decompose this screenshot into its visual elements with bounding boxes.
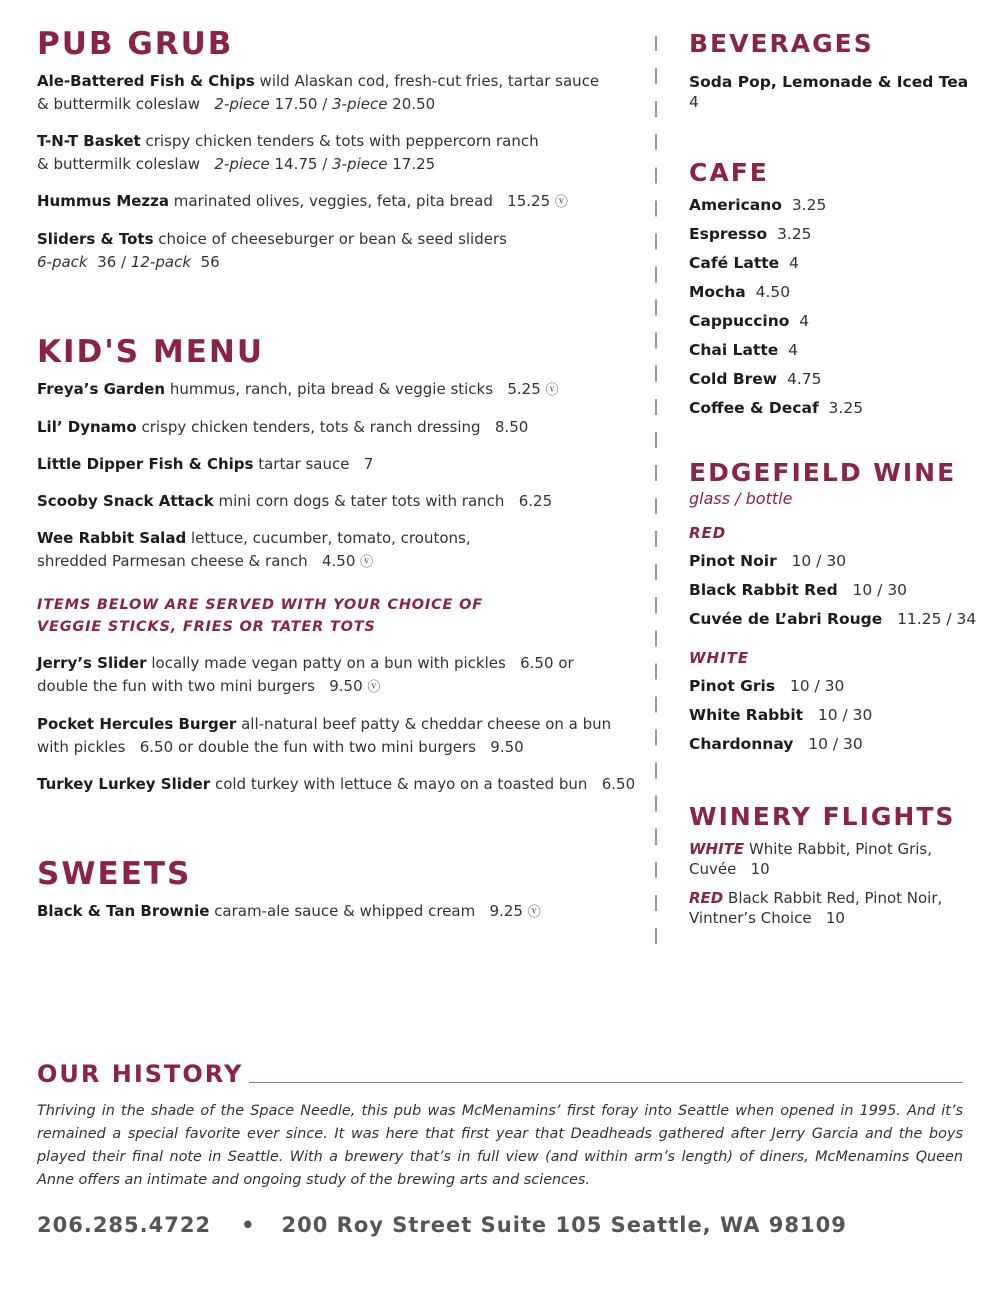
- menu-item: Chai Latte 4: [689, 341, 798, 359]
- history-rule: [249, 1082, 963, 1083]
- menu-item: Little Dipper Fish & Chips tartar sauce 7: [37, 455, 374, 473]
- menu-item: Coffee & Decaf 3.25: [689, 399, 864, 417]
- white-wine-label: WHITE: [689, 649, 750, 667]
- menu-item: T-N-T Basket crispy chicken tenders & tots with peppercorn ranch & buttermilk coleslaw 2-piece 14.75 / 3-piece 17.25: [37, 132, 539, 173]
- history-text: Thriving in the shade of the Space Needle, this pub was McMenamins’ first foray into Seattle when opened in 1995. And it’s remained a special favorite ever since. It was here that first year that Deadheads gathered after Jerry Garcia and the boys played their final note in Seattle. With a brewery that’s in full view (and within arm’s length) of diners, McMenamins Queen Anne offers an intimate and ongoing study of the brewing arts and sciences.: [37, 1103, 963, 1188]
- menu-item: Sliders & Tots choice of cheeseburger or bean & seed sliders 6-pack 36 / 12-pack 56: [37, 230, 507, 271]
- menu-item: Black Rabbit Red 10 / 30: [689, 581, 908, 599]
- menu-item: Espresso 3.25: [689, 225, 812, 243]
- column-divider: [655, 36, 657, 951]
- menu-item: Lil’ Dynamo crispy chicken tenders, tots & ranch dressing 8.50: [37, 418, 529, 436]
- address: 200 Roy Street Suite 105 Seattle, WA 98109: [281, 1213, 847, 1237]
- menu-item: Jerry’s Slider locally made vegan patty on a bun with pickles 6.50 or double the fun with two mini burgers 9.50 ⓥ: [37, 654, 574, 695]
- vegetarian-icon: ⓥ: [360, 555, 374, 570]
- sides-notice: ITEMS BELOW ARE SERVED WITH YOUR CHOICE OF VEGGIE STICKS, FRIES OR TATER TOTS: [37, 597, 483, 635]
- menu-item: Scooby Snack Attack mini corn dogs & tater tots with ranch 6.25: [37, 492, 553, 510]
- menu-item: Café Latte 4: [689, 254, 799, 272]
- bullet-separator: •: [241, 1213, 256, 1237]
- menu-item: Turkey Lurkey Slider cold turkey with lettuce & mayo on a toasted bun 6.50: [37, 775, 636, 793]
- flights-title: WINERY FLIGHTS: [689, 802, 956, 831]
- menu-item: Cold Brew 4.75: [689, 370, 822, 388]
- menu-item: Soda Pop, Lemonade & Iced Tea 4: [689, 73, 969, 111]
- cafe-title: CAFE: [689, 158, 769, 187]
- history-title: OUR HISTORY: [37, 1060, 244, 1088]
- menu-item: Wee Rabbit Salad lettuce, cucumber, tomato, croutons, shredded Parmesan cheese & ranch 4.50 ⓥ: [37, 529, 471, 570]
- menu-item: Mocha 4.50: [689, 283, 791, 301]
- wine-title: EDGEFIELD WINE: [689, 458, 957, 487]
- pub-grub-title: PUB GRUB: [37, 26, 234, 62]
- history-section: [37, 1060, 963, 1192]
- menu-item: Pinot Noir 10 / 30: [689, 552, 847, 570]
- menu-item: Ale-Battered Fish & Chips wild Alaskan cod, fresh-cut fries, tartar sauce & buttermilk coleslaw 2-piece 17.50 / 3-piece 20.50: [37, 72, 600, 113]
- left-column: [37, 26, 637, 924]
- menu-item: Black & Tan Brownie caram-ale sauce & whipped cream 9.25 ⓥ: [37, 902, 541, 920]
- kids-menu-title: KID'S MENU: [37, 334, 265, 370]
- footer-contact: [37, 1213, 847, 1237]
- menu-item: Chardonnay 10 / 30: [689, 735, 863, 753]
- flight-item: WHITE White Rabbit, Pinot Gris, Cuvée 10: [689, 840, 933, 878]
- vegetarian-icon: ⓥ: [527, 905, 541, 920]
- flight-item: RED Black Rabbit Red, Pinot Noir, Vintner’s Choice 10: [689, 889, 943, 927]
- menu-item: Freya’s Garden hummus, ranch, pita bread & veggie sticks 5.25 ⓥ: [37, 380, 559, 398]
- vegetarian-icon: ⓥ: [545, 383, 559, 398]
- menu-item: Pinot Gris 10 / 30: [689, 677, 845, 695]
- wine-subtitle: glass / bottle: [689, 489, 793, 508]
- menu-item: Americano 3.25: [689, 196, 827, 214]
- menu-item: White Rabbit 10 / 30: [689, 706, 873, 724]
- sweets-title: SWEETS: [37, 856, 192, 892]
- right-column: [689, 26, 979, 928]
- beverages-title: BEVERAGES: [689, 29, 874, 58]
- menu-item: Cappuccino 4: [689, 312, 810, 330]
- vegetarian-icon: ⓥ: [367, 680, 381, 695]
- red-wine-label: RED: [689, 524, 727, 542]
- menu-item: Hummus Mezza marinated olives, veggies, feta, pita bread 15.25 ⓥ: [37, 192, 568, 210]
- menu-item: Pocket Hercules Burger all-natural beef patty & cheddar cheese on a bun with pickles 6.50 or double the fun with two mini burgers 9.50: [37, 715, 612, 756]
- vegetarian-icon: ⓥ: [554, 195, 568, 210]
- phone-number: 206.285.4722: [37, 1213, 212, 1237]
- menu-item: Cuvée de L’abri Rouge 11.25 / 34: [689, 610, 977, 628]
